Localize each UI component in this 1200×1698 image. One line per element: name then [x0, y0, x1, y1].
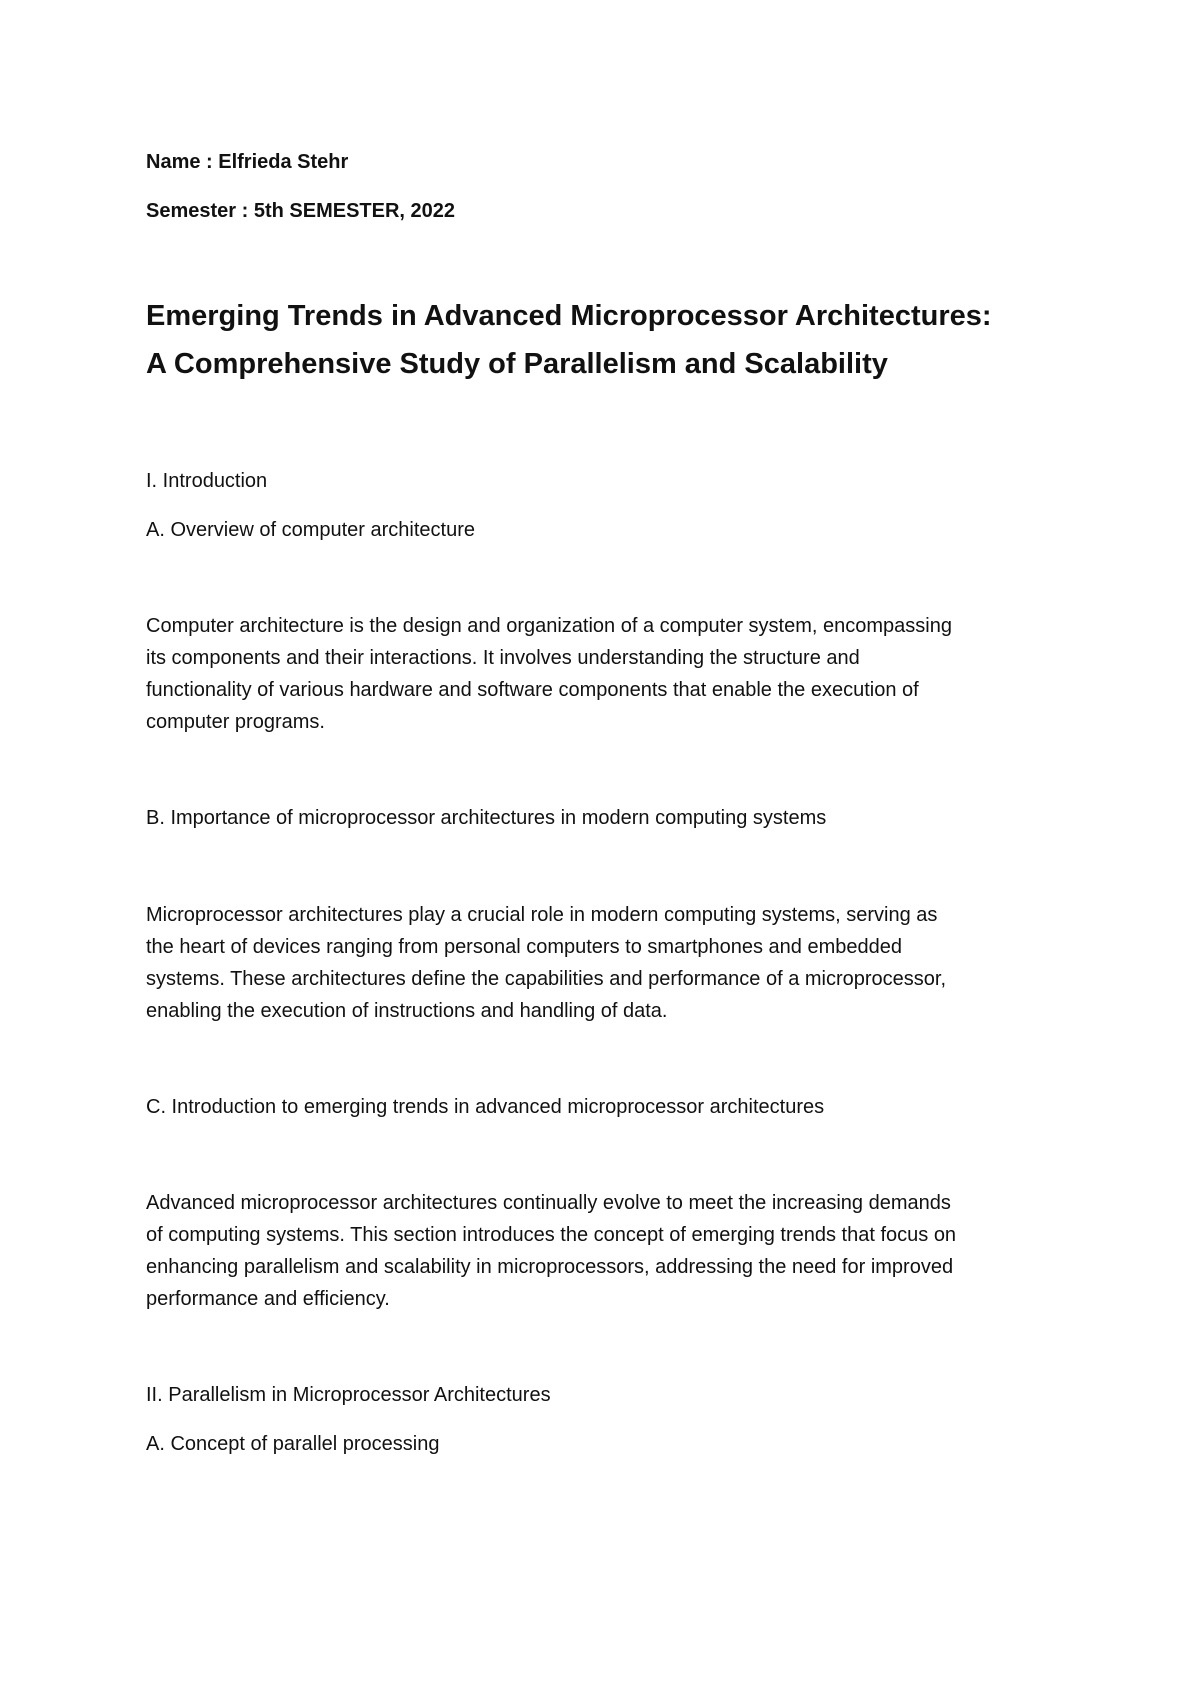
paragraph-line: systems. These architectures define the capabilities and performance of a microprocessor,: [146, 968, 947, 990]
subheading-trends: C. Introduction to emerging trends in advanced microprocessor architectures: [146, 1096, 825, 1118]
title-line-1: Emerging Trends in Advanced Microprocessor Architectures:: [146, 300, 992, 332]
paragraph-line: of computing systems. This section introduces the concept of emerging trends that focus on: [146, 1224, 957, 1246]
title-line-2: A Comprehensive Study of Parallelism and Scalability: [146, 348, 888, 380]
paragraph-importance: [146, 899, 1086, 1027]
paragraph-trends: [146, 1187, 1086, 1315]
paragraph-line: functionality of various hardware and software components that enable the execution of: [146, 679, 919, 701]
paragraph-line: enhancing parallelism and scalability in microprocessors, addressing the need for improved: [146, 1256, 954, 1278]
paragraph-line: Advanced microprocessor architectures continually evolve to meet the increasing demands: [146, 1192, 951, 1214]
paragraph-line: its components and their interactions. It involves understanding the structure and: [146, 647, 860, 669]
subheading-overview: A. Overview of computer architecture: [146, 519, 476, 541]
paragraph-overview: [146, 610, 1086, 738]
paragraph-line: Computer architecture is the design and organization of a computer system, encompassing: [146, 615, 952, 637]
paragraph-line: computer programs.: [146, 711, 325, 733]
document-title: [146, 292, 1126, 388]
semester-info: Semester : 5th SEMESTER, 2022: [146, 200, 456, 222]
student-name: Name : Elfrieda Stehr: [146, 151, 349, 173]
paragraph-line: Microprocessor architectures play a crucial role in modern computing systems, serving as: [146, 904, 938, 926]
paragraph-line: the heart of devices ranging from personal computers to smartphones and embedded: [146, 936, 902, 958]
paragraph-line: enabling the execution of instructions and handling of data.: [146, 1000, 668, 1022]
section-heading-introduction: I. Introduction: [146, 470, 268, 492]
subheading-parallel-concept: A. Concept of parallel processing: [146, 1433, 440, 1455]
subheading-importance: B. Importance of microprocessor architectures in modern computing systems: [146, 807, 827, 829]
section-heading-parallelism: II. Parallelism in Microprocessor Architectures: [146, 1384, 551, 1406]
paragraph-line: performance and efficiency.: [146, 1288, 390, 1310]
